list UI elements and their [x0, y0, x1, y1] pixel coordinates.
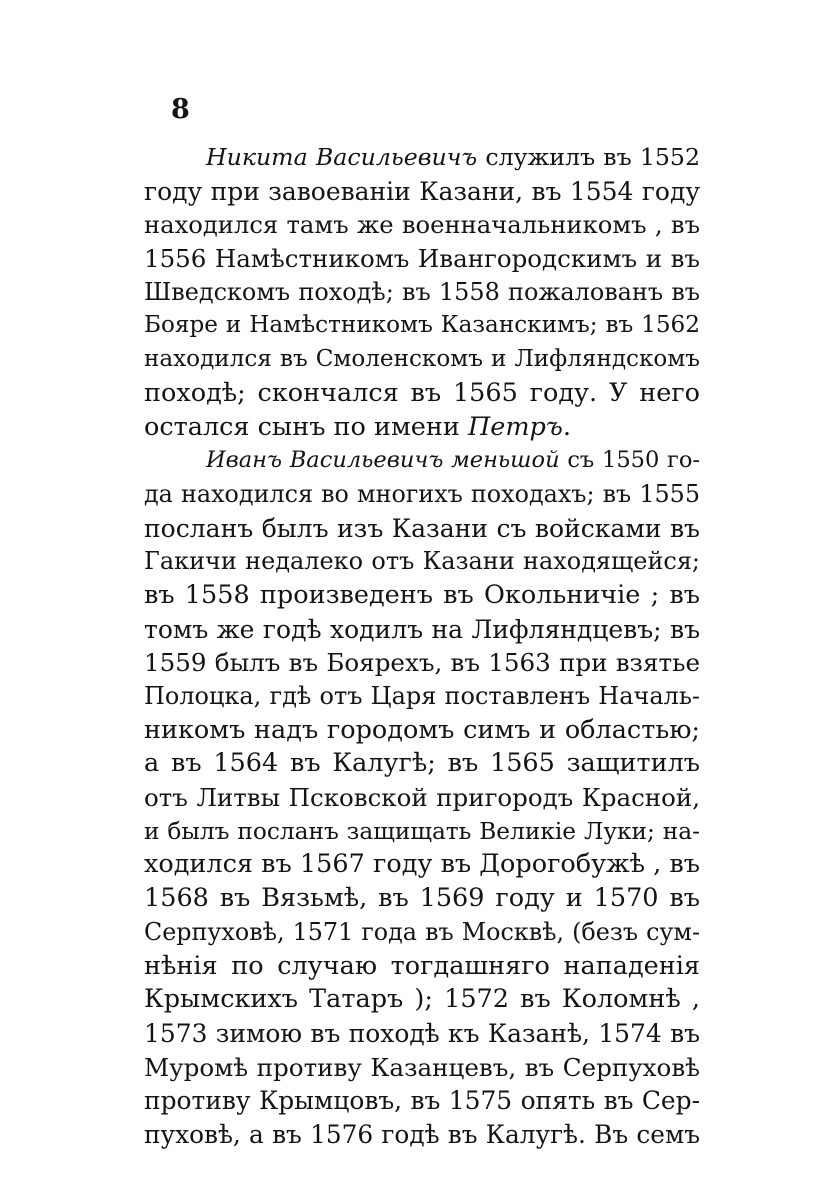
text-line: никомъ надъ городомъ симъ и областью; — [144, 714, 700, 745]
text-line: Бояре и Намѣстникомъ Казанскимъ; въ 1562 — [144, 312, 700, 339]
text-line: 1568 въ Вязьмѣ, въ 1569 году и 1570 въ — [144, 883, 700, 914]
text-line: Крымскихъ Татаръ ); 1572 въ Коломнѣ , — [144, 984, 700, 1015]
text-line: въ 1558 произведенъ въ Окольничіе ; въ — [144, 579, 700, 610]
text-line: остался сынъ по имени Петръ. — [144, 411, 571, 442]
text-line: Муромѣ противу Казанцевъ, въ Серпуховѣ — [144, 1052, 700, 1082]
text-line: Шведскомъ походѣ; въ 1558 пожалованъ въ — [144, 277, 700, 306]
text-line: году при завоеваніи Казани, въ 1554 году — [144, 176, 700, 206]
text-line: посланъ былъ изъ Казани съ войсками въ — [144, 513, 700, 543]
text-line: да находился во многихъ походахъ; въ 1555 — [144, 479, 700, 508]
text-line: а въ 1564 въ Калугѣ; въ 1565 защитилъ — [144, 748, 700, 779]
text-line: и былъ посланъ защищать Великіе Луки; на- — [144, 817, 700, 845]
text-line: нѣнія по случаю тогдашняго нападенія — [144, 950, 700, 981]
text-line: томъ же годѣ ходилъ на Лифляндцевъ; въ — [144, 614, 700, 644]
text-line: Гакичи недалеко отъ Казани находящейся; — [144, 547, 700, 576]
text-line: находился въ Смоленскомъ и Лифляндскомъ — [144, 346, 700, 373]
text-line: отъ Литвы Псковской пригородъ Красной, — [144, 783, 700, 813]
text-line: 1556 Намѣстникомъ Ивангородскимъ и въ — [144, 244, 700, 274]
text-line: Серпуховѣ, 1571 года въ Москвѣ, (безъ сум- — [144, 917, 700, 946]
text-line: походѣ; скончался въ 1565 году. У него — [144, 377, 700, 408]
text-line: ходился въ 1567 году въ Дорогобужѣ , въ — [144, 849, 700, 880]
text-line: пуховѣ, а въ 1576 годѣ въ Калугѣ. Въ семъ — [144, 1119, 700, 1149]
text-line: Иванъ Васильевичъ меньшой съ 1550 го- — [206, 447, 700, 474]
body-text — [144, 141, 700, 1152]
text-line: 1573 зимою въ походѣ къ Казанѣ, 1574 въ — [144, 1018, 700, 1048]
page-number: 8 — [171, 94, 190, 125]
text-line: 1559 былъ въ Боярехъ, въ 1563 при взятье — [144, 648, 700, 678]
text-line: Никита Васильевичъ служилъ въ 1552 — [206, 143, 700, 171]
text-line: Полоцка, гдѣ отъ Царя поставленъ Началь- — [144, 682, 700, 710]
text-line: противу Крымцовъ, въ 1575 опять въ Сер- — [144, 1086, 700, 1116]
text-line: находился тамъ же военначальникомъ , въ — [144, 210, 700, 240]
